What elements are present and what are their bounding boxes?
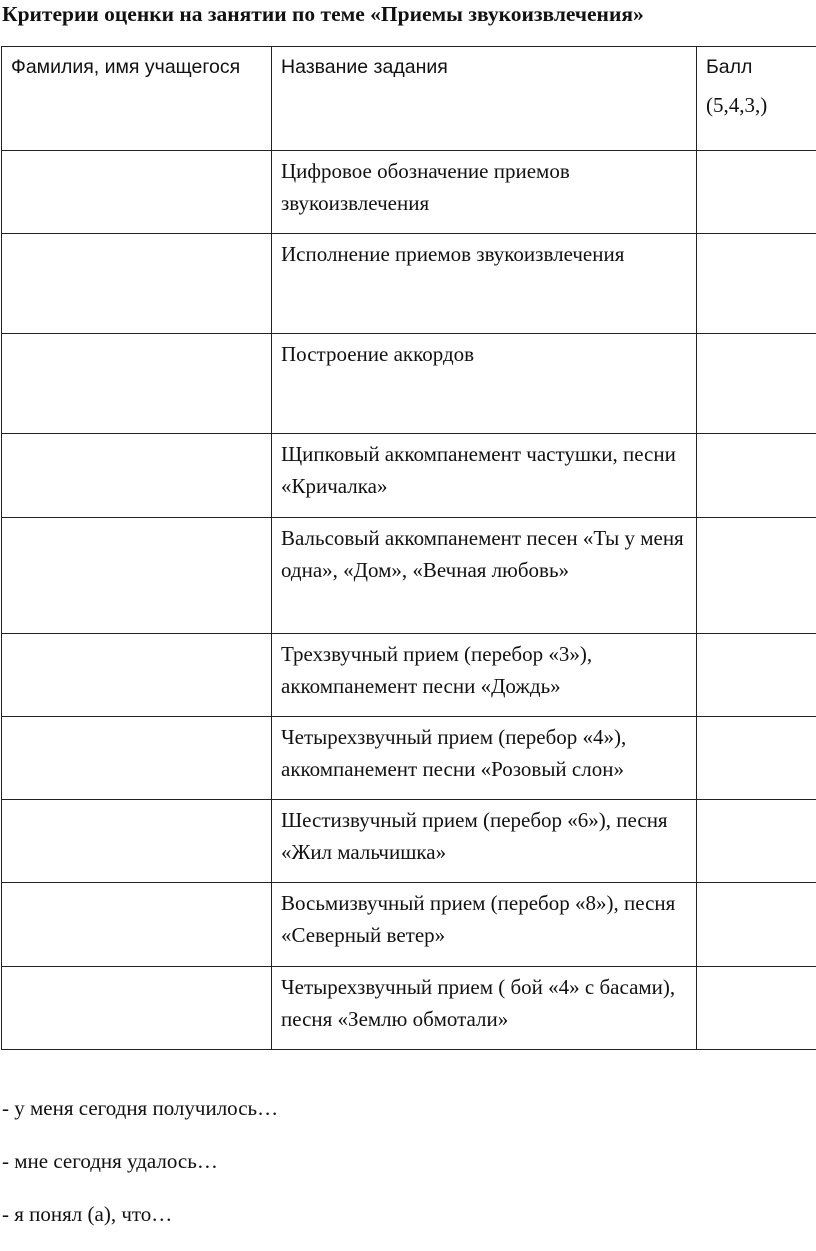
score-cell[interactable] [697, 234, 816, 334]
task-cell: Построение аккордов [272, 334, 697, 434]
task-cell: Трехзвучный прием (перебор «3»), аккомпанемент песни «Дождь» [272, 634, 697, 717]
task-cell: Вальсовый аккомпанемент песен «Ты у меня одна», «Дом», «Вечная любовь» [272, 518, 697, 634]
table-row [2, 634, 816, 717]
student-cell[interactable] [2, 518, 272, 634]
score-cell[interactable] [697, 151, 816, 234]
student-cell[interactable] [2, 800, 272, 883]
score-cell[interactable] [697, 334, 816, 434]
score-cell[interactable] [697, 434, 816, 518]
table-row [2, 800, 816, 883]
score-cell[interactable] [697, 800, 816, 883]
header-student: Фамилия, имя учащегося [2, 47, 272, 151]
reflection-line: - я понял (а), что… [2, 1198, 278, 1230]
task-cell: Четырехзвучный прием (перебор «4»), аккомпанемент песни «Розовый слон» [272, 717, 697, 800]
table-row [2, 234, 816, 334]
reflection-line: - мне сегодня удалось… [2, 1145, 278, 1177]
task-cell: Четырехзвучный прием ( бой «4» с басами), песня «Землю обмотали» [272, 967, 697, 1050]
table-row [2, 434, 816, 518]
student-cell[interactable] [2, 334, 272, 434]
task-cell: Шестизвучный прием (перебор «6»), песня «Жил мальчишка» [272, 800, 697, 883]
table-row [2, 883, 816, 967]
table-header-row [2, 47, 816, 151]
score-cell[interactable] [697, 518, 816, 634]
header-score-range: (5,4,3,) [706, 89, 809, 121]
header-score-cell [697, 47, 816, 151]
reflection-list [2, 1092, 278, 1251]
score-cell[interactable] [697, 634, 816, 717]
student-cell[interactable] [2, 883, 272, 967]
task-cell: Цифровое обозначение приемов звукоизвлечения [272, 151, 697, 234]
table-row [2, 967, 816, 1050]
page-title: Критерии оценки на занятии по теме «Приемы звукоизвлечения» [2, 2, 644, 27]
student-cell[interactable] [2, 634, 272, 717]
reflection-line: - у меня сегодня получилось… [2, 1092, 278, 1124]
table-row [2, 334, 816, 434]
student-cell[interactable] [2, 967, 272, 1050]
task-cell: Исполнение приемов звукоизвлечения [272, 234, 697, 334]
task-cell: Восьмизвучный прием (перебор «8»), песня «Северный ветер» [272, 883, 697, 967]
score-cell[interactable] [697, 883, 816, 967]
table-row [2, 518, 816, 634]
criteria-table [1, 46, 816, 1050]
student-cell[interactable] [2, 234, 272, 334]
student-cell[interactable] [2, 434, 272, 518]
task-cell: Щипковый аккомпанемент частушки, песни «Кричалка» [272, 434, 697, 518]
score-cell[interactable] [697, 717, 816, 800]
student-cell[interactable] [2, 717, 272, 800]
student-cell[interactable] [2, 151, 272, 234]
header-task: Название задания [272, 47, 697, 151]
table-row [2, 717, 816, 800]
score-cell[interactable] [697, 967, 816, 1050]
header-score: Балл [706, 51, 809, 83]
table-row [2, 151, 816, 234]
